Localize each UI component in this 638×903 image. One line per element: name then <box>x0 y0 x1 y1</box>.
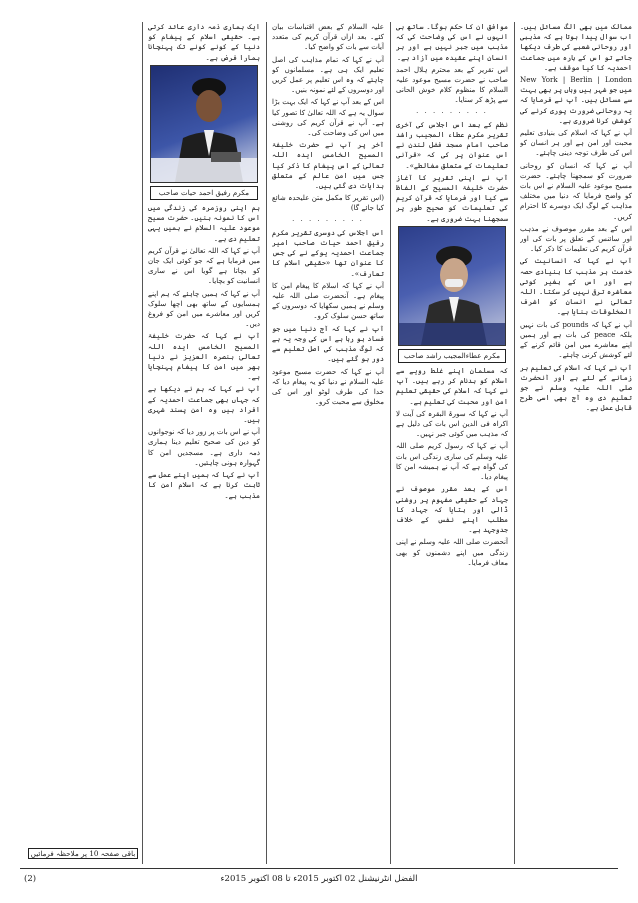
paragraph: آپ نے کہا کہ اللہ تعالیٰ نے قرآن کریم میں فرمایا ہے کہ جو کوئی ایک جان کو بچاتا ہے گویا اس نے ساری انسانیت کو بچایا۔ <box>148 245 260 286</box>
paragraph: ممالک میں بھی الگ مسائل ہیں۔ اب سوال پیدا ہوتا ہے کہ مذہبی اور روحانی شعبے کی طرف دیکھا جائے تو اس کے بارہ میں جماعت احمدیہ کا کیا موقف ہے۔ <box>520 22 632 72</box>
paragraph: آپ نے اپنی تقریر کا آغاز حضرت خلیفۃ المسیح کے الفاظ سے کیا اور فرمایا کہ قرآن کریم کی تعلیمات کو صحیح طور پر سمجھنا بہت ضروری ہے۔ <box>396 172 508 223</box>
section-divider: · · · · · · · · · <box>416 108 488 117</box>
column-divider <box>390 22 391 864</box>
paragraph: آپ نے کہا کہ ہمیں اپنے عمل سے ثابت کرنا ہے کہ اسلام امن کا مذہب ہے۔ <box>148 470 260 500</box>
page-footer <box>0 866 638 903</box>
paragraph: (اس تقریر کا مکمل متن علیحدہ شائع کیا جائے گا) <box>272 193 384 213</box>
photo-caption: مکرم عطاءالمجیب راشد صاحب <box>398 349 506 363</box>
speaker-photo <box>398 226 506 346</box>
paragraph: کہ مسلمان اپنے غلط رویے سے اسلام کو بدنام کر رہے ہیں۔ آپ نے کہا کہ اسلام کی حقیقی تعلیم امن اور محبت کی تعلیم ہے۔ <box>396 366 508 406</box>
paragraph: آپ نے کہا کہ pounds کی بات نہیں بلکہ peace کی بات ہے اور ہمیں اپنے معاشرے میں امن قائم کرنے کے لئے کوشش کرنی چاہئے۔ <box>520 319 632 360</box>
paragraph: آپ نے کہا کہ حضرت مسیح موعود علیہ السلام نے دنیا کو یہ پیغام دیا کہ خدا کی طرف لوٹو اور اس کی مخلوق سے محبت کرو۔ <box>272 366 384 407</box>
paragraph: ایک ہماری ذمہ داری عائد کرتی ہے۔ حقیقی اسلام کے پیغام کو دنیا کے کونے کونے تک پہنچانا ہمارا فرض ہے۔ <box>148 22 260 62</box>
paragraph: آپ نے کہا کہ رسول کریم صلی اللہ علیہ وسلم کی ساری زندگی اس بات کی گواہ ہے کہ آپ نے ہمیشہ امن کا پیغام دیا۔ <box>396 441 508 482</box>
article-column-2 <box>396 22 508 864</box>
paragraph: آپ نے کہا کہ اسلام کی تعلیم ہر زمانے کے لئے ہے اور آنحضرت صلی اللہ علیہ وسلم نے جو تعلیم دی وہ آج بھی اسی طرح قابل عمل ہے۔ <box>520 362 632 413</box>
paragraph: اس اجلاس کی دوسری تقریر مکرم رفیق احمد حیات صاحب امیر جماعت احمدیہ یوکے نے کی جس کا عنوان تھا «حقیقی اسلام کا تعارف»۔ <box>272 227 384 278</box>
paragraph: نظم کے بعد اس اجلاس کی آخری تقریر مکرم عطاء المجیب راشد صاحب امام مسجد فضل لندن نے اس عنوان پر کی کہ «قرآنی تعلیمات کے متعلق مغالطے»۔ <box>396 119 508 170</box>
column-divider <box>142 22 143 864</box>
paragraph: اس کے بعد آپ نے کہا کہ ایک بہت بڑا سوال یہ ہے کہ اللہ تعالیٰ کا تصور کیا ہے۔ آپ نے قرآن کریم کی روشنی میں اس کی وضاحت کی۔ <box>272 97 384 138</box>
speaker-photo <box>150 65 258 183</box>
paragraph: اس کے بعد مقرر موصوف نے مذہب اور سائنس کے تعلق پر بات کی اور قرآن کریم کی تعلیمات کا ذکر کیا۔ <box>520 223 632 254</box>
paragraph: آپ نے کہا کہ حضرت خلیفۃ المسیح الخامس ایدہ اللہ تعالیٰ بنصرہ العزیز نے دنیا بھر میں امن کا پیغام پہنچایا ہے۔ <box>148 331 260 382</box>
continued-note: باقی صفحہ 10 پر ملاحظہ فرمائیں <box>28 848 138 859</box>
paragraph: آپ نے کہا کہ انسان کو روحانی ضرورت کو سمجھنا چاہئے۔ حضرت مسیح موعود علیہ السلام نے اس بات کو واضح فرمایا کہ دنیا میں مختلف مذاہب کے لوگ ایک دوسرے کا احترام کریں۔ <box>520 160 632 221</box>
paragraph: اس کے بعد مقرر موصوف نے جہاد کے حقیقی مفہوم پر روشنی ڈالی اور بتایا کہ جہاد کا مطلب اپنے نفس کے خلاف جدوجہد ہے۔ <box>396 484 508 535</box>
paragraph: علیہ السلام کے بعض اقتباسات بیان کئے۔ بعد ازاں قرآن کریم کی متعدد آیات سے بات کو واضح کیا۔ <box>272 22 384 52</box>
page-number: (2) <box>24 874 37 884</box>
paragraph: ہم اپنی روزمرہ کی زندگی میں اس کا نمونہ بنیں۔ حضرت مسیح موعود علیہ السلام نے ہمیں یہی تعلیم دی ہے۔ <box>148 203 260 243</box>
paragraph: آپ نے کہا کہ سورۃ البقرہ کی آیت لا اکراہ فی الدین اس بات کی دلیل ہے کہ مذہب میں کوئی جبر نہیں۔ <box>396 408 508 439</box>
section-divider: · · · · · · · · · <box>292 216 364 225</box>
article-column-1 <box>520 22 632 864</box>
paragraph: آپ نے اس بات پر زور دیا کہ نوجوانوں کو دین کی صحیح تعلیم دینا ہماری ذمہ داری ہے۔ مسجدیں امن کا گہوارہ ہونی چاہئیں۔ <box>148 427 260 467</box>
paragraph: اس تقریر کے بعد محترم ہلال احمد صاحب نے حضرت مسیح موعود علیہ السلام کا منظوم کلام خوش الحانی سے پڑھ کر سنایا۔ <box>396 64 508 105</box>
column-divider <box>514 22 515 864</box>
paragraph: آپ نے کہا کہ ہم نے دیکھا ہے کہ جہاں بھی جماعت احمدیہ کے افراد ہیں وہ امن پسند شہری ہیں۔ <box>148 384 260 425</box>
article-column-3 <box>272 22 384 864</box>
paragraph: New York | Berlin | London میں جو شہر ہیں وہاں پر بھی بہت سے مسائل ہیں۔ آپ نے فرمایا کہ یہ روحانی ضرورت پوری کرنے کی کوشش کرنا ضروری ہے۔ <box>520 75 632 125</box>
paragraph: آپ نے کہا کہ تمام مذاہب کی اصل تعلیم ایک ہی ہے۔ مسلمانوں کو چاہئے کہ وہ اس تعلیم پر عمل کریں اور دوسروں کے لئے نمونہ بنیں۔ <box>272 54 384 95</box>
paragraph: آنحضرت صلی اللہ علیہ وسلم نے اپنی زندگی میں اپنے دشمنوں کو بھی معاف فرمایا۔ <box>396 537 508 567</box>
paragraph: آپ نے کہا کہ آج دنیا میں جو فساد ہو رہا ہے اس کی وجہ یہ ہے کہ لوگ مذہب کی اصل تعلیم سے دور ہو گئے ہیں۔ <box>272 323 384 364</box>
photo-caption: مکرم رفیق احمد حیات صاحب <box>150 186 258 200</box>
article-column-4 <box>148 22 260 864</box>
paragraph: آپ نے کہا کہ انسانیت کی خدمت ہر مذہب کا بنیادی حصہ ہے اور اس کے بغیر کوئی معاشرہ ترقی نہیں کر سکتا۔ اللہ تعالیٰ نے انسان کو اشرف المخلوقات بنایا ہے۔ <box>520 256 632 317</box>
publication-line: الفضل انٹرنیشنل 02 اکتوبر 2015ء تا 08 اکتوبر 2015ء <box>220 874 418 884</box>
footer-rule <box>20 868 618 869</box>
paragraph: آپ نے کہا کہ ہمیں چاہئے کہ ہم اپنے ہمسایوں کے ساتھ بھی اچھا سلوک کریں اور معاشرے میں امن کو فروغ دیں۔ <box>148 288 260 329</box>
paragraph: آخر پر آپ نے حضرت خلیفۃ المسیح الخامس ایدہ اللہ تعالیٰ کے اس پیغام کا ذکر کیا جس میں امن عالم کے متعلق ہدایات دی گئی ہیں۔ <box>272 140 384 191</box>
paragraph: موافق ان کا حکم ہوگا۔ ساتھ ہی انہوں نے اس کی وضاحت کی کہ مذہب میں جبر نہیں ہے اور ہر انسان اپنے عقیدہ میں آزاد ہے۔ <box>396 22 508 62</box>
paragraph: آپ نے کہا کہ اسلام کا پیغام امن کا پیغام ہے۔ آنحضرت صلی اللہ علیہ وسلم نے ہمیں سکھایا کہ دوسروں کے ساتھ حسن سلوک کرو۔ <box>272 280 384 321</box>
paragraph: آپ نے کہا کہ اسلام کی بنیادی تعلیم محبت اور امن ہے اور ہر انسان کو اس کی طرف توجہ دینی چاہئے۔ <box>520 128 632 158</box>
column-divider <box>266 22 267 864</box>
